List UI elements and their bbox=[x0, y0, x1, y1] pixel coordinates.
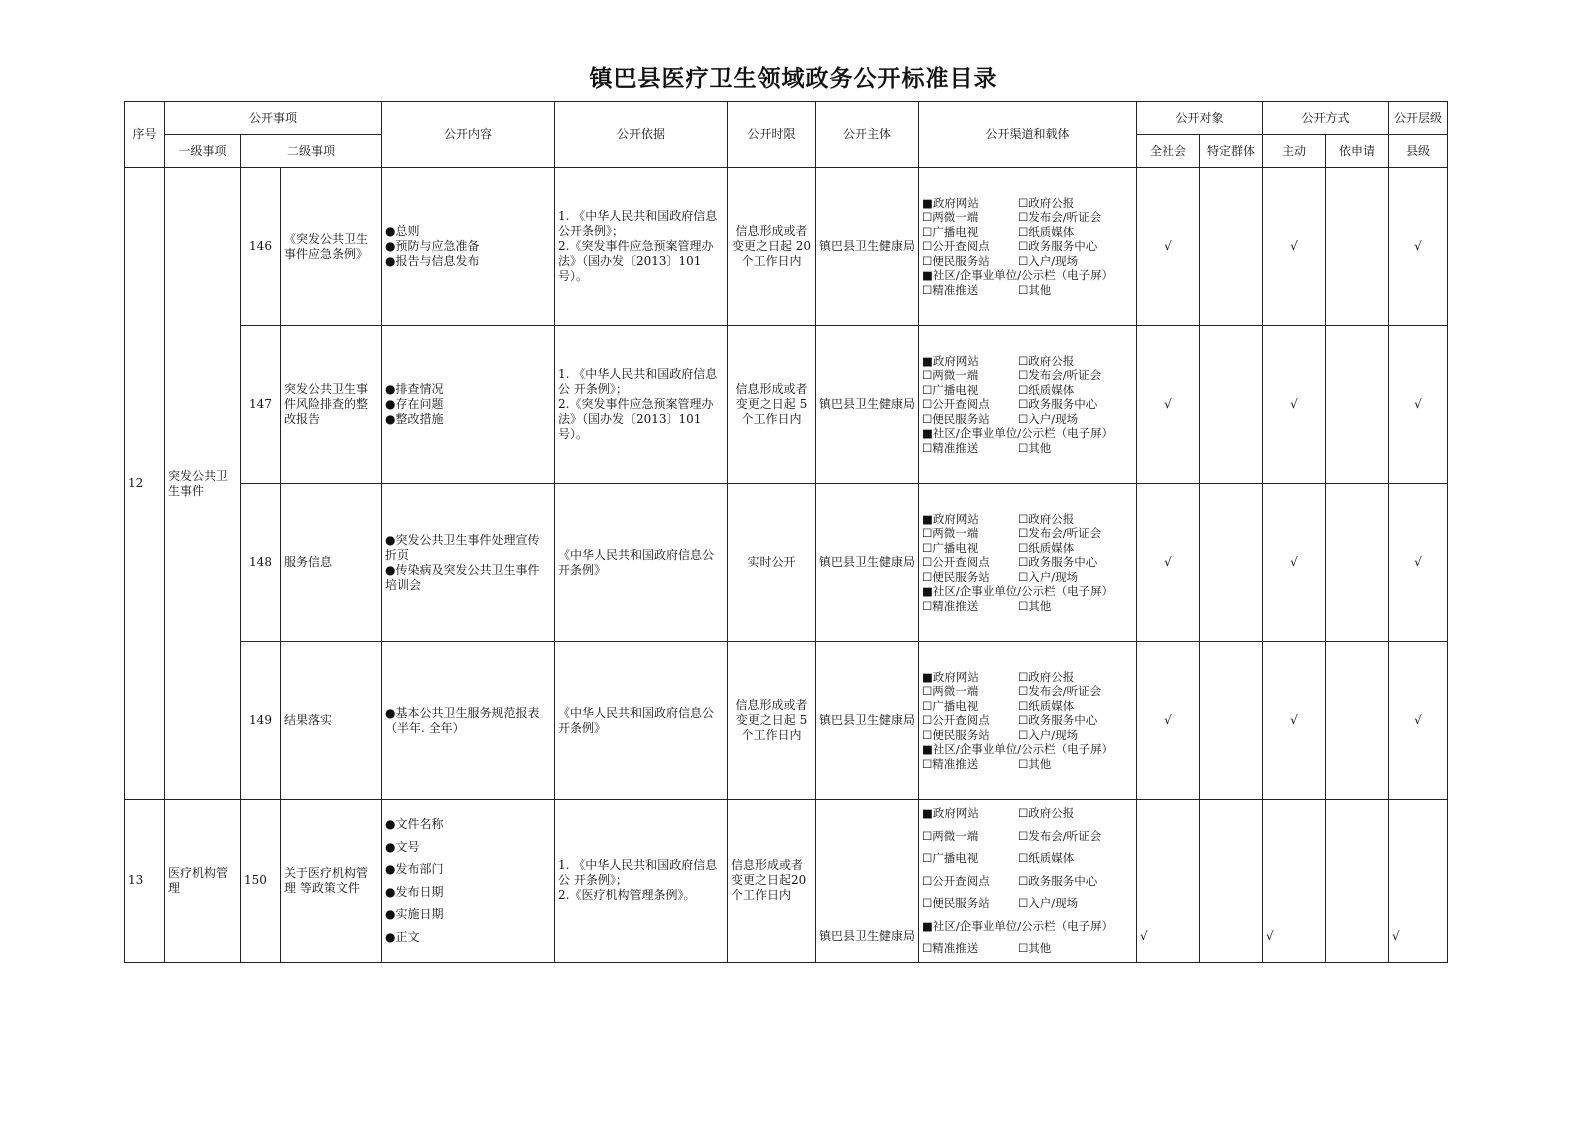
basis-line: 2.《医疗机构管理条例》。 bbox=[558, 888, 696, 903]
channel-two-wei: ☐两微一端 bbox=[922, 368, 979, 383]
channel-paper: ☐纸质媒体 bbox=[1018, 382, 1075, 397]
content-list bbox=[382, 168, 555, 326]
channel-reading: ☐公开查阅点 bbox=[922, 713, 990, 728]
check-active: √ bbox=[1263, 642, 1326, 800]
content-list bbox=[382, 326, 555, 484]
channel-precise: ☐精准推送 bbox=[922, 440, 979, 455]
channel-list bbox=[919, 642, 1137, 800]
group-level1: 突发公共卫生事件 bbox=[165, 168, 241, 800]
channel-service-center: ☐政务服务中心 bbox=[1018, 555, 1098, 570]
channel-community: ■社区/企事业单位/公示栏（电子屏） bbox=[922, 584, 1114, 599]
subject: 镇巴县卫生健康局 bbox=[816, 326, 919, 484]
channel-two-wei: ☐两微一端 bbox=[922, 828, 979, 843]
header-level: 公开层级 bbox=[1389, 102, 1448, 135]
content-bullet: ●整改措施 bbox=[385, 412, 444, 426]
check-specific bbox=[1200, 800, 1263, 963]
channel-precise: ☐精准推送 bbox=[922, 282, 979, 297]
channel-press: ☐发布会/听证会 bbox=[1018, 210, 1102, 225]
subject: 镇巴县卫生健康局 bbox=[816, 642, 919, 800]
content-list bbox=[382, 642, 555, 800]
time-limit: 实时公开 bbox=[728, 484, 816, 642]
item-name: 《突发公共卫生事件应急条例》 bbox=[281, 168, 382, 326]
channel-paper: ☐纸质媒体 bbox=[1018, 224, 1075, 239]
header-subject: 公开主体 bbox=[816, 102, 919, 168]
basis-line: 1. 《中华人民共和国政府信息公 开条例》； bbox=[558, 367, 718, 396]
item-no: 147 bbox=[241, 326, 281, 484]
check-county: √ bbox=[1389, 800, 1448, 963]
check-specific bbox=[1200, 642, 1263, 800]
table-row bbox=[125, 642, 1448, 800]
item-name: 关于医疗机构管理 等政策文件 bbox=[281, 800, 382, 963]
basis-cell bbox=[555, 800, 728, 963]
channel-press: ☐发布会/听证会 bbox=[1018, 684, 1102, 699]
channel-gov-site: ■政府网站 bbox=[922, 806, 979, 820]
header-method: 公开方式 bbox=[1263, 102, 1389, 135]
check-all: √ bbox=[1137, 168, 1200, 326]
channel-community: ■社区/企事业单位/公示栏（电子屏） bbox=[922, 742, 1114, 757]
header-basis: 公开依据 bbox=[555, 102, 728, 168]
channel-gov-gazette: ☐政府公报 bbox=[1018, 669, 1075, 684]
channel-broadcast: ☐广播电视 bbox=[922, 698, 979, 713]
table-row bbox=[125, 800, 1448, 963]
channel-broadcast: ☐广播电视 bbox=[922, 540, 979, 555]
check-county: √ bbox=[1389, 168, 1448, 326]
content-bullet: ●基本公共卫生服务规范报表（半年. 全年） bbox=[385, 705, 540, 735]
header-level1: 一级事项 bbox=[165, 135, 241, 168]
table-row bbox=[125, 168, 1448, 326]
channel-service-center: ☐政务服务中心 bbox=[1018, 397, 1098, 412]
basis-line: 1. 《中华人民共和国政府信息公开条例》； bbox=[558, 209, 718, 238]
check-specific bbox=[1200, 168, 1263, 326]
content-bullet: ●实施日期 bbox=[385, 907, 444, 922]
check-county: √ bbox=[1389, 642, 1448, 800]
channel-reading: ☐公开查阅点 bbox=[922, 239, 990, 254]
channel-paper: ☐纸质媒体 bbox=[1018, 851, 1075, 865]
content-bullet: ●文号 bbox=[385, 839, 420, 854]
header-target: 公开对象 bbox=[1137, 102, 1263, 135]
header-time-limit: 公开时限 bbox=[728, 102, 816, 168]
channel-reading: ☐公开查阅点 bbox=[922, 397, 990, 412]
group-seq: 13 bbox=[125, 800, 165, 963]
channel-other: ☐其他 bbox=[1018, 598, 1052, 613]
content-list bbox=[382, 484, 555, 642]
header-matters: 公开事项 bbox=[165, 102, 382, 135]
channel-convenience: ☐便民服务站 bbox=[922, 896, 990, 910]
channel-two-wei: ☐两微一端 bbox=[922, 526, 979, 541]
basis-line: 2.《突发事件应急预案管理办法》（国办发〔2013〕101 号）。 bbox=[558, 239, 714, 283]
item-no: 150 bbox=[241, 800, 281, 963]
channel-precise: ☐精准推送 bbox=[922, 941, 979, 955]
channel-service-center: ☐政务服务中心 bbox=[1018, 713, 1098, 728]
channel-other: ☐其他 bbox=[1018, 440, 1052, 455]
channel-broadcast: ☐广播电视 bbox=[922, 224, 979, 239]
content-bullet: ●预防与应急准备 bbox=[385, 239, 480, 253]
channel-community: ■社区/企事业单位/公示栏（电子屏） bbox=[922, 268, 1114, 283]
table-row bbox=[125, 484, 1448, 642]
channel-gov-gazette: ☐政府公报 bbox=[1018, 195, 1075, 210]
content-bullet: ●发布部门 bbox=[385, 862, 444, 877]
check-request bbox=[1326, 484, 1389, 642]
content-bullet: ●总则 bbox=[385, 224, 420, 238]
channel-two-wei: ☐两微一端 bbox=[922, 210, 979, 225]
content-bullet: ●存在问题 bbox=[385, 397, 444, 411]
header-channels: 公开渠道和载体 bbox=[919, 102, 1137, 168]
channel-paper: ☐纸质媒体 bbox=[1018, 698, 1075, 713]
channel-household: ☐入户/现场 bbox=[1018, 411, 1079, 426]
check-county: √ bbox=[1389, 326, 1448, 484]
channel-convenience: ☐便民服务站 bbox=[922, 727, 990, 742]
basis-cell bbox=[555, 484, 728, 642]
content-bullet: ●发布日期 bbox=[385, 884, 444, 899]
basis-line: 《中华人民共和国政府信息公开条例》 bbox=[558, 547, 715, 577]
channel-service-center: ☐政务服务中心 bbox=[1018, 239, 1098, 254]
basis-cell bbox=[555, 168, 728, 326]
channel-convenience: ☐便民服务站 bbox=[922, 253, 990, 268]
channel-precise: ☐精准推送 bbox=[922, 598, 979, 613]
channel-gov-site: ■政府网站 bbox=[922, 195, 979, 210]
channel-list bbox=[919, 800, 1137, 963]
content-bullet: ●排查情况 bbox=[385, 382, 444, 396]
check-specific bbox=[1200, 326, 1263, 484]
channel-press: ☐发布会/听证会 bbox=[1018, 828, 1102, 843]
basis-line: 2.《突发事件应急预案管理办法》（国办发〔2013〕101号）。 bbox=[558, 397, 714, 441]
content-bullet: ●文件名称 bbox=[385, 817, 444, 832]
channel-gov-site: ■政府网站 bbox=[922, 669, 979, 684]
channel-gov-gazette: ☐政府公报 bbox=[1018, 353, 1075, 368]
channel-household: ☐入户/现场 bbox=[1018, 727, 1079, 742]
channel-household: ☐入户/现场 bbox=[1018, 253, 1079, 268]
item-name: 结果落实 bbox=[281, 642, 382, 800]
header-seq: 序号 bbox=[125, 102, 165, 168]
time-limit: 信息形成或者变更之日起 20 个工作日内 bbox=[728, 168, 816, 326]
check-active: √ bbox=[1263, 168, 1326, 326]
time-limit: 信息形成或者变更之日起 5 个工作日内 bbox=[728, 642, 816, 800]
header-content: 公开内容 bbox=[382, 102, 555, 168]
channel-household: ☐入户/现场 bbox=[1018, 569, 1079, 584]
header-method-active: 主动 bbox=[1263, 135, 1326, 168]
channel-reading: ☐公开查阅点 bbox=[922, 555, 990, 570]
header-method-request: 依申请 bbox=[1326, 135, 1389, 168]
group-level1: 医疗机构管理 bbox=[165, 800, 241, 963]
channel-list bbox=[919, 168, 1137, 326]
channel-broadcast: ☐广播电视 bbox=[922, 382, 979, 397]
check-active: √ bbox=[1263, 800, 1326, 963]
basis-cell bbox=[555, 326, 728, 484]
content-bullet: ●突发公共卫生事件处理宣传折页 bbox=[385, 532, 540, 562]
item-no: 146 bbox=[241, 168, 281, 326]
channel-community: ■社区/企事业单位/公示栏（电子屏） bbox=[922, 426, 1114, 441]
channel-press: ☐发布会/听证会 bbox=[1018, 526, 1102, 541]
channel-household: ☐入户/现场 bbox=[1018, 896, 1079, 910]
item-no: 148 bbox=[241, 484, 281, 642]
item-no: 149 bbox=[241, 642, 281, 800]
content-list bbox=[382, 800, 555, 963]
item-name: 突发公共卫生事件风险排查的整改报告 bbox=[281, 326, 382, 484]
check-all: √ bbox=[1137, 484, 1200, 642]
time-limit: 信息形成或者变更之日起20个工作日内 bbox=[728, 800, 816, 963]
catalog-table bbox=[124, 101, 1448, 963]
channel-press: ☐发布会/听证会 bbox=[1018, 368, 1102, 383]
channel-gov-site: ■政府网站 bbox=[922, 511, 979, 526]
channel-reading: ☐公开查阅点 bbox=[922, 873, 990, 888]
check-all: √ bbox=[1137, 326, 1200, 484]
basis-cell bbox=[555, 642, 728, 800]
header-level2: 二级事项 bbox=[241, 135, 382, 168]
header-level-county: 县级 bbox=[1389, 135, 1448, 168]
channel-convenience: ☐便民服务站 bbox=[922, 569, 990, 584]
channel-other: ☐其他 bbox=[1018, 941, 1052, 955]
channel-two-wei: ☐两微一端 bbox=[922, 684, 979, 699]
page-title: 镇巴县医疗卫生领域政务公开标准目录 bbox=[589, 65, 998, 92]
check-request bbox=[1326, 642, 1389, 800]
content-bullet: ●正文 bbox=[385, 929, 420, 944]
subject: 镇巴县卫生健康局 bbox=[816, 484, 919, 642]
channel-list bbox=[919, 484, 1137, 642]
item-name: 服务信息 bbox=[281, 484, 382, 642]
content-bullet: ●报告与信息发布 bbox=[385, 254, 480, 268]
check-all: √ bbox=[1137, 642, 1200, 800]
table-row bbox=[125, 326, 1448, 484]
channel-gov-gazette: ☐政府公报 bbox=[1018, 806, 1075, 820]
check-active: √ bbox=[1263, 326, 1326, 484]
channel-broadcast: ☐广播电视 bbox=[922, 851, 979, 865]
channel-other: ☐其他 bbox=[1018, 282, 1052, 297]
channel-precise: ☐精准推送 bbox=[922, 756, 979, 771]
subject: 镇巴县卫生健康局 bbox=[816, 800, 919, 963]
channel-list bbox=[919, 326, 1137, 484]
channel-other: ☐其他 bbox=[1018, 756, 1052, 771]
check-specific bbox=[1200, 484, 1263, 642]
header-target-specific: 特定群体 bbox=[1200, 135, 1263, 168]
header-target-all: 全社会 bbox=[1137, 135, 1200, 168]
channel-gov-gazette: ☐政府公报 bbox=[1018, 511, 1075, 526]
check-request bbox=[1326, 800, 1389, 963]
basis-line: 1. 《中华人民共和国政府信息公 开条例》； bbox=[558, 858, 718, 888]
basis-line: 《中华人民共和国政府信息公开条例》 bbox=[558, 705, 715, 735]
channel-gov-site: ■政府网站 bbox=[922, 353, 979, 368]
group-seq: 12 bbox=[125, 168, 165, 800]
time-limit: 信息形成或者变更之日起 5 个工作日内 bbox=[728, 326, 816, 484]
subject: 镇巴县卫生健康局 bbox=[816, 168, 919, 326]
check-active: √ bbox=[1263, 484, 1326, 642]
channel-convenience: ☐便民服务站 bbox=[922, 411, 990, 426]
content-bullet: ●传染病及突发公共卫生事件培训会 bbox=[385, 562, 540, 592]
channel-paper: ☐纸质媒体 bbox=[1018, 540, 1075, 555]
check-request bbox=[1326, 168, 1389, 326]
check-all: √ bbox=[1137, 800, 1200, 963]
channel-service-center: ☐政务服务中心 bbox=[1018, 873, 1098, 888]
channel-community: ■社区/企事业单位/公示栏（电子屏） bbox=[922, 918, 1114, 933]
check-county: √ bbox=[1389, 484, 1448, 642]
check-request bbox=[1326, 326, 1389, 484]
